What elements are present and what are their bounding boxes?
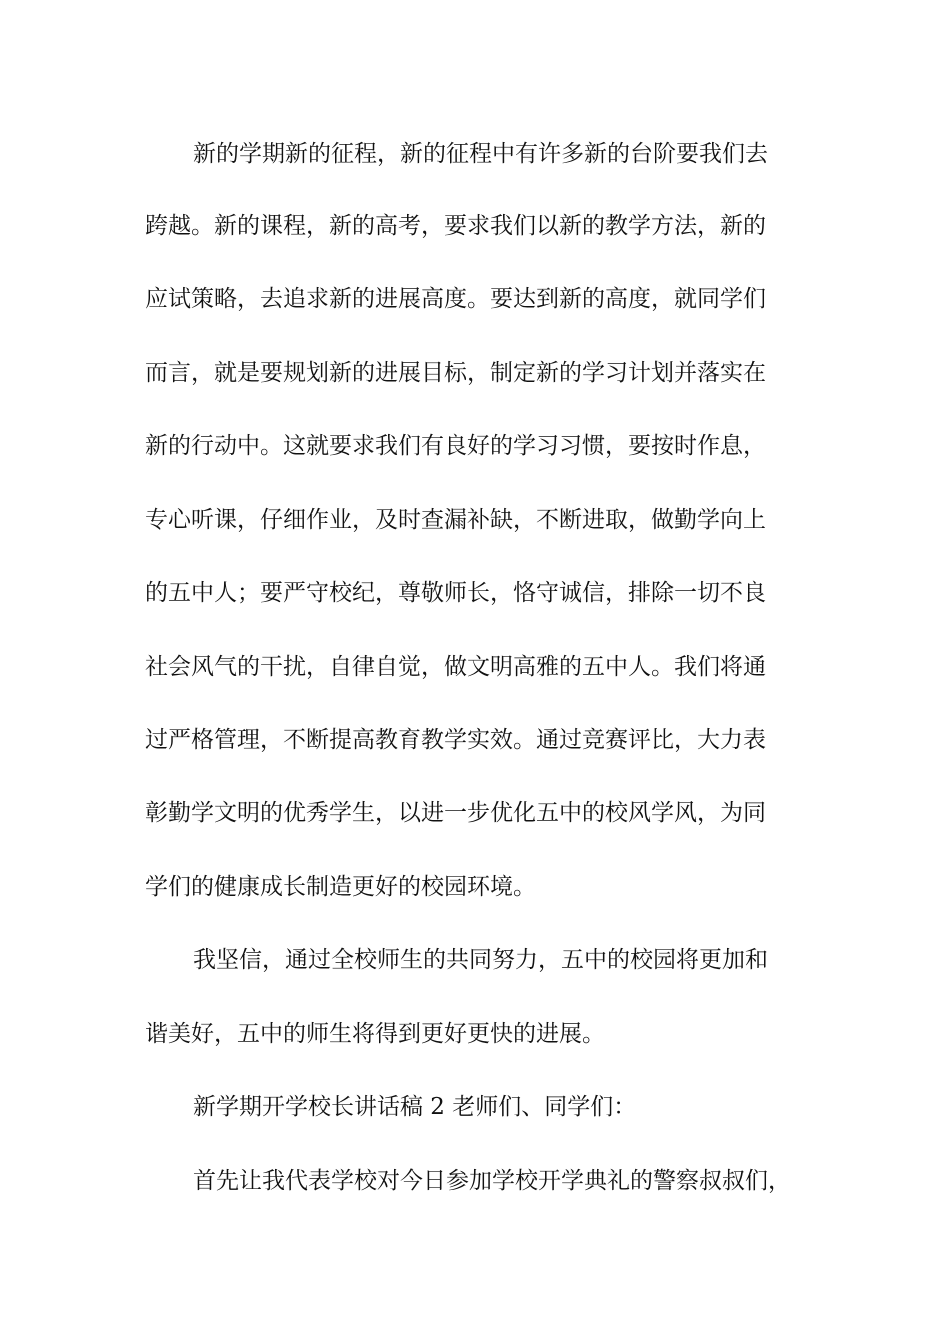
paragraph-line: 跨越。新的课程，新的高考，要求我们以新的教学方法，新的 <box>145 213 766 239</box>
paragraph-line: 应试策略，去追求新的进展高度。要达到新的高度，就同学们 <box>145 286 766 312</box>
section-heading: 新学期开学校长讲话稿 2 老师们、同学们： <box>193 1094 637 1120</box>
paragraph-line: 过严格管理，不断提高教育教学实效。通过竞赛评比，大力表 <box>145 727 766 753</box>
paragraph-line: 的五中人；要严守校纪，尊敬师长，恪守诚信，排除一切不良 <box>145 580 766 606</box>
paragraph-line: 我坚信，通过全校师生的共同努力，五中的校园将更加和 <box>193 947 768 973</box>
paragraph-line: 首先让我代表学校对今日参加学校开学典礼的警察叔叔们， <box>193 1168 791 1194</box>
paragraph-line: 而言，就是要规划新的进展目标，制定新的学习计划并落实在 <box>145 360 766 386</box>
paragraph-line: 新的行动中。这就要求我们有良好的学习习惯，要按时作息， <box>145 433 766 459</box>
paragraph-line: 新的学期新的征程，新的征程中有许多新的台阶要我们去 <box>193 141 768 167</box>
paragraph-line: 谐美好，五中的师生将得到更好更快的进展。 <box>145 1021 605 1047</box>
paragraph-line: 社会风气的干扰，自律自觉，做文明高雅的五中人。我们将通 <box>145 654 766 680</box>
paragraph-line: 学们的健康成长制造更好的校园环境。 <box>145 874 536 900</box>
paragraph-line: 专心听课，仔细作业，及时查漏补缺，不断进取，做勤学向上 <box>145 507 766 533</box>
paragraph-line: 彰勤学文明的优秀学生，以进一步优化五中的校风学风，为同 <box>145 800 766 826</box>
